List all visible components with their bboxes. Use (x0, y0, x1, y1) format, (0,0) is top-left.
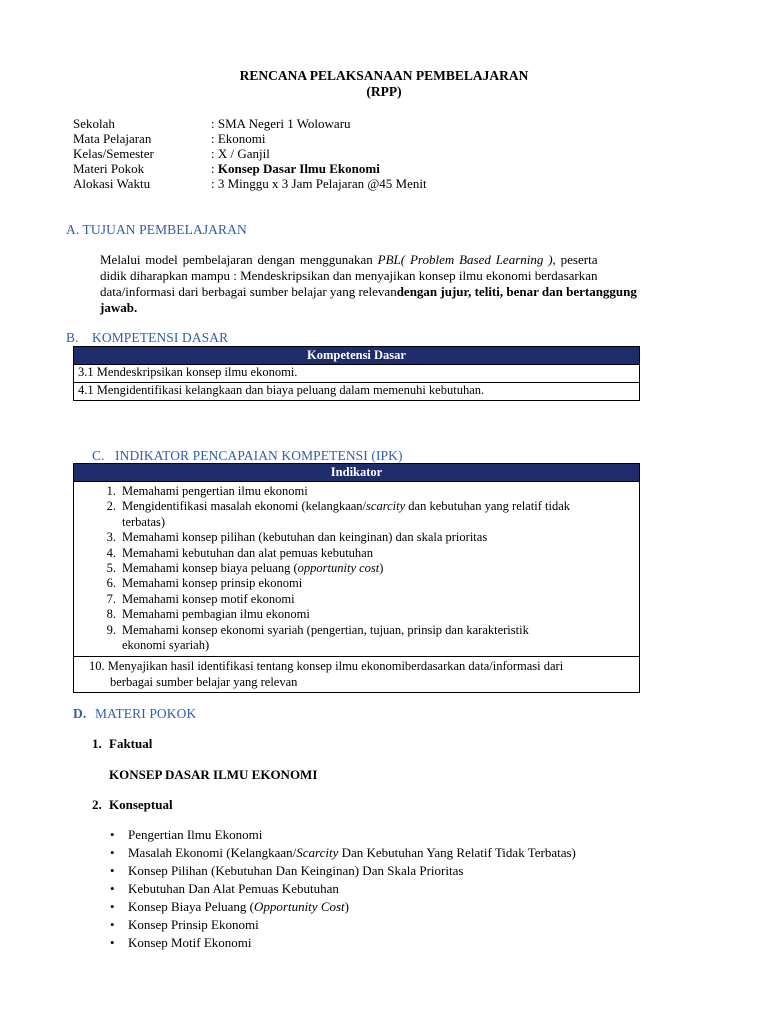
list-item (110, 844, 576, 862)
document-title: RENCANA PELAKSANAAN PEMBELAJARAN (239, 68, 529, 83)
indikator-list-cell (74, 482, 640, 657)
section-a-line-3-bold: dengan jujur, teliti, benar dan bertanggung (396, 284, 637, 299)
section-a-pbl: PBL( Problem Based Learning ), (377, 252, 556, 267)
identity-value-school: : SMA Negeri 1 Wolowaru (211, 116, 351, 131)
section-a-text: Melalui model pembelajaran dengan menggunakan (100, 252, 378, 267)
identity-label-time: Alokasi Waktu (73, 176, 151, 191)
list-item-text: Konsep Motif Ekonomi (128, 935, 252, 950)
identity-label-class: Kelas/Semester (73, 146, 154, 161)
indikator-item (78, 484, 635, 499)
kompetensi-dasar-table (73, 346, 640, 401)
indikator-item-text: Memahami konsep ekonomi syariah (pengertian, tujuan, prinsip dan karakteristik (122, 622, 529, 637)
document-subtitle: (RPP) (366, 84, 402, 99)
indikator-item (78, 530, 635, 545)
indikator-item-italic: scarcity (366, 499, 406, 514)
materi-sub2-number: 2. (92, 797, 102, 812)
list-item-text: Konsep Prinsip Ekonomi (128, 917, 259, 932)
section-a-line-3 (100, 284, 637, 299)
materi-sub1-number: 1. (92, 736, 102, 751)
indikator-item-text-cont: terbatas) (122, 514, 166, 529)
list-item (110, 916, 576, 934)
indikator-item (78, 607, 635, 622)
indikator-item (78, 546, 635, 561)
materi-sub1-heading: Faktual (109, 736, 153, 751)
indikator-header: Indikator (74, 464, 640, 482)
list-item-italic: Opportunity Cost (254, 899, 345, 914)
identity-value-class: : X / Ganjil (211, 146, 270, 161)
indikator-item-text: Memahami pembagian ilmu ekonomi (122, 607, 310, 622)
kompetensi-dasar-row-2: 4.1 Mengidentifikasi kelangkaan dan biaya peluang dalam memenuhi kebutuhan. (74, 383, 640, 401)
indikator-item (78, 561, 635, 576)
indikator-item (78, 499, 635, 530)
identity-value-topic-prefix: : (211, 161, 218, 176)
indikator-table (73, 463, 640, 693)
identity-label-subject: Mata Pelajaran (73, 131, 152, 146)
section-c-heading-letter: C. (92, 448, 105, 463)
identity-value-time: : 3 Minggu x 3 Jam Pelajaran @45 Menit (211, 176, 427, 191)
indikator-item-text: Memahami konsep prinsip ekonomi (122, 576, 303, 591)
list-item-text: Kebutuhan Dan Alat Pemuas Kebutuhan (128, 881, 339, 896)
kompetensi-dasar-header: Kompetensi Dasar (74, 347, 640, 365)
section-d-heading-letter: D. (73, 706, 87, 721)
indikator-item (78, 623, 635, 654)
indikator-item-text: Memahami konsep pilihan (kebutuhan dan keinginan) dan skala prioritas (122, 530, 488, 545)
list-item (110, 862, 576, 880)
indikator-item-number: 8. (106, 607, 116, 622)
indikator-item-text: ) (379, 561, 384, 576)
section-a-heading: A. TUJUAN PEMBELAJARAN (66, 222, 247, 237)
indikator-item-number: 3. (106, 530, 116, 545)
section-a-text-end: peserta (555, 252, 598, 267)
indikator-item-text: Memahami kebutuhan dan alat pemuas kebutuhan (122, 545, 373, 560)
indikator-item-number: 1. (106, 484, 116, 498)
identity-value-subject: : Ekonomi (211, 131, 266, 146)
indikator-item-number: 2. (106, 499, 116, 514)
section-b-heading-letter: B. (66, 330, 79, 345)
identity-value-topic (211, 161, 380, 176)
identity-label-school: Sekolah (73, 116, 115, 131)
section-a-line-1 (100, 252, 597, 267)
materi-faktual-content: KONSEP DASAR ILMU EKONOMI (109, 767, 318, 782)
materi-konseptual-list (110, 826, 576, 952)
kompetensi-dasar-row-1: 3.1 Mendeskripsikan konsep ilmu ekonomi. (74, 365, 640, 383)
indikator-item-10-cell (74, 657, 640, 693)
indikator-item (78, 576, 635, 591)
indikator-item-text: Memahami konsep motif ekonomi (122, 591, 295, 606)
indikator-item-text: Mengidentifikasi masalah ekonomi (kelangkaan/ (122, 499, 367, 514)
identity-value-topic-text: Konsep Dasar Ilmu Ekonomi (217, 161, 380, 176)
section-a-line-2: didik diharapkan mampu : Mendeskripsikan dan menyajikan konsep ilmu ekonomi berdasarkan (100, 268, 598, 283)
list-item-text: Konsep Biaya Peluang ( (128, 899, 255, 914)
list-item-text: ) (344, 899, 350, 914)
section-a-line-4: jawab. (100, 300, 138, 315)
indikator-item-text-cont: ekonomi syariah) (122, 638, 210, 653)
list-item (110, 898, 576, 916)
indikator-item-text: Memahami pengertian ilmu ekonomi (122, 484, 308, 498)
indikator-item-10-text-cont: berbagai sumber belajar yang relevan (110, 674, 298, 689)
identity-label-topic: Materi Pokok (73, 161, 145, 176)
section-a-line-3-text: data/informasi dari berbagai sumber belajar yang relevan (100, 284, 397, 299)
indikator-list (78, 484, 635, 653)
list-item-text: Konsep Pilihan (Kebutuhan Dan Keinginan) Dan Skala Prioritas (128, 863, 464, 878)
list-item (110, 826, 576, 844)
list-item-italic: Scarcity (296, 845, 339, 860)
list-item (110, 880, 576, 898)
list-item-text: Pengertian Ilmu Ekonomi (128, 827, 263, 842)
indikator-item-italic: opportunity cost (297, 561, 380, 576)
indikator-item-number: 6. (106, 576, 116, 591)
indikator-item-number: 7. (106, 591, 116, 606)
indikator-item-text: dan kebutuhan yang relatif tidak (405, 499, 571, 514)
indikator-item-number: 5. (106, 561, 116, 576)
list-item (110, 934, 576, 952)
materi-sub2-heading: Konseptual (109, 797, 173, 812)
indikator-item-number: 4. (106, 545, 116, 560)
indikator-item-number: 9. (106, 622, 116, 637)
indikator-item-10-text: 10. Menyajikan hasil identifikasi tentang konsep ilmu ekonomiberdasarkan data/informasi dari (89, 659, 564, 674)
indikator-item-text: Memahami konsep biaya peluang ( (122, 561, 298, 576)
section-d-heading: MATERI POKOK (95, 706, 197, 721)
list-item-text: Masalah Ekonomi (Kelangkaan/ (128, 845, 297, 860)
materi-konseptual-list-wrap (110, 826, 576, 952)
list-item-text: Dan Kebutuhan Yang Relatif Tidak Terbatas) (338, 845, 576, 860)
section-b-heading: KOMPETENSI DASAR (92, 330, 229, 345)
indikator-item (78, 592, 635, 607)
section-c-heading: INDIKATOR PENCAPAIAN KOMPETENSI (IPK) (115, 448, 403, 463)
